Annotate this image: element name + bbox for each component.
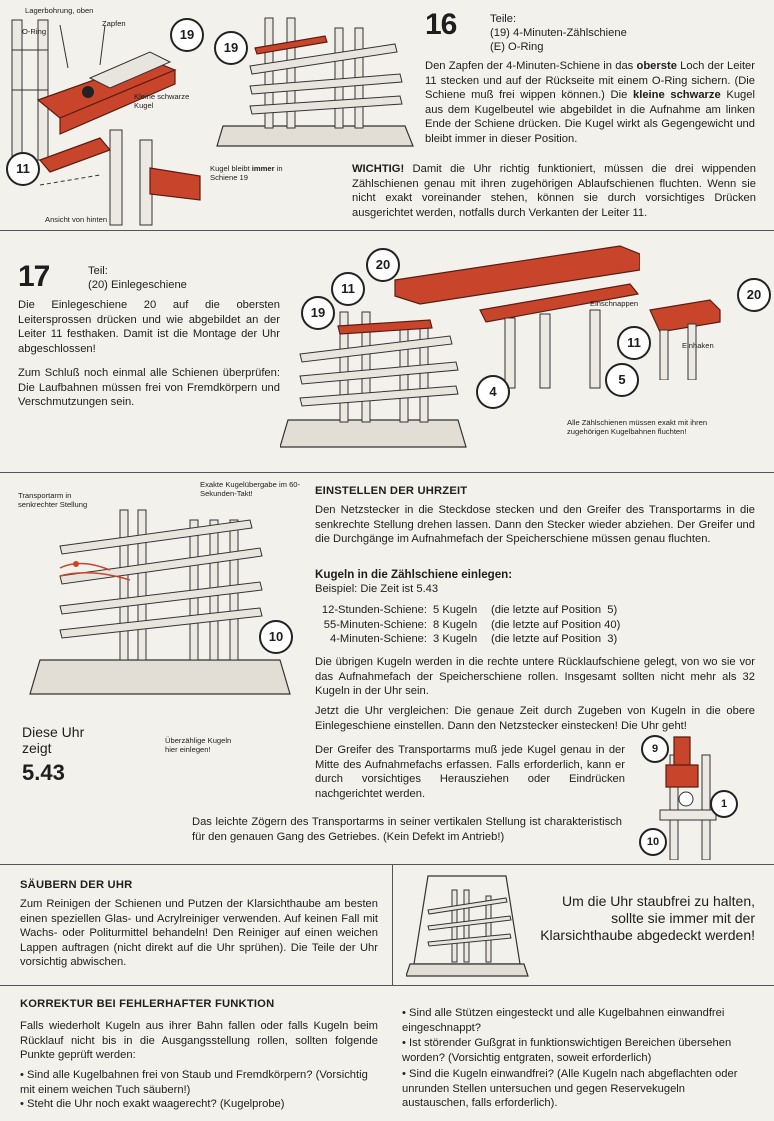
step16-warning: WICHTIG! Damit die Uhr richtig funktioniert, müssen die drei wippenden Zählschienen genau mit ihren zugehörigen Ablaufschienen fluchten. Wenn sie nicht exakt voreinander stehen, können sie durch vorsichtiges Drücken ausgerichtet werden, notfalls durch Verkanten der Leiter 11. bbox=[352, 163, 756, 219]
divider-einstellen-saeubern bbox=[0, 864, 774, 865]
step16-parts-heading: Teile: bbox=[490, 13, 517, 25]
count-note: (die letzte auf Position 40) bbox=[491, 618, 621, 631]
callout-10: 10 bbox=[259, 620, 293, 654]
label-transportarm: Transportarm in senkrechter Stellung bbox=[18, 491, 88, 509]
einstellen-text4: Der Greifer des Transportarms muß jede Kugel genau in der Mitte des Aufnahmefachs erfassen. Falls erforderlich, kann er durch vorsichtiges Herausziehen oder Eindrücken nachgerichtet werden. bbox=[315, 744, 625, 800]
einstellen-text2: Die übrigen Kugeln werden in die rechte untere Rücklaufschiene gelegt, von wo sie vor das Aufnahmefach der Speicherschiene rollen. Insgesamt sollten nicht mehr als 32 Kugeln in der Uhr sein. bbox=[315, 656, 755, 698]
callout-19: 19 bbox=[301, 296, 335, 330]
count-note: (die letzte auf Position 3) bbox=[491, 633, 618, 646]
count-note: (die letzte auf Position 5) bbox=[491, 604, 618, 616]
label-kugel-bleibt: Kugel bleibt immer in Schiene 19 bbox=[210, 164, 283, 182]
callout-11: 11 bbox=[6, 152, 40, 186]
count-rail: 55-Minuten-Schiene: bbox=[323, 618, 427, 631]
label-einhaken: Einhaken bbox=[682, 341, 714, 350]
step17-text1: Die Einlegeschiene 20 auf die obersten Leitersprossen drücken und wie abgebildet an der Leiter 11 festhaken. Damit ist die Montage der Uhr abgeschlossen! bbox=[18, 299, 280, 355]
korrektur-left-item-2: • Steht die Uhr noch exakt waagerecht? (Kugelprobe) bbox=[20, 1098, 285, 1110]
count-row bbox=[315, 603, 620, 618]
korrektur-right-item-3: • Sind die Kugeln einwandfrei? (Alle Kugeln nach abgeflachten oder unrunden Stellen untersuchen und gegen Reservekugeln austauschen, falls erforderlich). bbox=[402, 1068, 738, 1110]
callout-4: 4 bbox=[476, 375, 510, 409]
kugel-count-table bbox=[315, 603, 620, 647]
count-rail: 12-Stunden-Schiene: bbox=[321, 604, 427, 616]
callout-20: 20 bbox=[366, 248, 400, 282]
step16-instructions: Den Zapfen der 4-Minuten-Schiene in das oberste Loch der Leiter 11 stecken und auf der Rückseite mit einem O-Ring sichern. (Die Schiene muß frei wippen können.) Die kleine schwarze Kugel aus dem Kugelbeutel wie abgebildet in die Aufnahme am linken Ende der Schiene drücken. Die Kugel wirkt als Gegengewicht und bleibt immer in dieser Position. bbox=[425, 60, 755, 145]
label-kleine-kugel: Kleine schwarze Kugel bbox=[134, 92, 190, 110]
callout-11-hook: 11 bbox=[617, 326, 651, 360]
step17-hook-illustration bbox=[640, 290, 730, 380]
einstellen-example: Beispiel: Die Zeit ist 5.43 bbox=[315, 583, 439, 595]
einstellen-text1: Den Netzstecker in die Steckdose stecken und den Greifer des Transportarms in die senkrechte Stellung drehen lassen. Dann den Stecker wieder abziehen. Der Greifer und die Durchgänge im Aufnahmefach der Speicherschiene müssen genau fluchten. bbox=[315, 504, 755, 546]
count-row bbox=[315, 618, 620, 633]
callout-1: 1 bbox=[710, 790, 738, 818]
clock-time: 5.43 bbox=[22, 760, 65, 785]
count-value: 5 Kugeln bbox=[433, 604, 478, 616]
callout-10-greifer: 10 bbox=[639, 828, 667, 856]
einstellen-clock-illustration bbox=[20, 498, 300, 708]
divider-saeubern-korrektur bbox=[0, 985, 774, 986]
count-rail: 4-Minuten-Schiene: bbox=[329, 633, 427, 646]
korrektur-right-item-2: • Ist störender Gußgrat in funktionswichtigen Bereichen übersehen worden? (Vorsichtig entgraten, soweit erforderlich) bbox=[402, 1037, 732, 1064]
korrektur-left-item-1: • Sind alle Kugelbahnen frei von Staub und Fremdkörpern? (Vorsichtig mit einem weichen Tuch säubern!) bbox=[20, 1069, 368, 1096]
clock-caption: Diese Uhr zeigt bbox=[22, 724, 85, 756]
step17-text2: Zum Schluß noch einmal alle Schienen überprüfen: Die Laufbahnen müssen frei von Fremdkörpern und Verschmutzungen sein. bbox=[18, 367, 280, 409]
staubfrei-tip: Um die Uhr staubfrei zu halten, sollte sie immer mit der Klarsichthaube abgedeckt werden! bbox=[540, 893, 755, 943]
label-lagerbohrung: Lagerbohrung, oben bbox=[25, 6, 94, 15]
klarsichthaube-illustration bbox=[406, 870, 531, 982]
einstellen-text3: Jetzt die Uhr vergleichen: Die genaue Zeit durch Zugeben von Kugeln in die obere Einlegeschiene einstellen. Dann den Netzstecker einstecken! Die Uhr geht! bbox=[315, 705, 755, 732]
einstellen-text5: Das leichte Zögern des Transportarms in seiner vertikalen Stellung ist charakteristisch für den genauen Gang des Getriebes. (Kein Defekt im Antrieb!) bbox=[192, 816, 622, 843]
saeubern-text: Zum Reinigen der Schienen und Putzen der Klarsichthaube am besten einen speziellen Glas- und Acrylreiniger verwenden. Auf keinen Fall mit Wachs- oder Politurmittel behandeln! Den Reiniger auf einen weichen Lappen auftragen (nicht direkt auf die Uhr sprühen). Die Teile der Uhr vorsichtig abwischen. bbox=[20, 898, 378, 969]
step17-number: 17 bbox=[18, 260, 50, 293]
korrektur-right-item-1: • Sind alle Stützen eingesteckt und alle Kugelbahnen einwandfrei eingeschnappt? bbox=[402, 1007, 725, 1034]
callout-19: 19 bbox=[170, 18, 204, 52]
korrektur-heading: KORREKTUR BEI FEHLERHAFTER FUNKTION bbox=[20, 998, 275, 1010]
label-einschnappen: Einschnappen bbox=[590, 299, 639, 308]
step17-part-20: (20) Einlegeschiene bbox=[88, 279, 187, 291]
label-ansicht: Ansicht von hinten bbox=[45, 215, 108, 224]
saeubern-heading: SÄUBERN DER UHR bbox=[20, 879, 133, 891]
step16-part-19: (19) 4-Minuten-Zählschiene bbox=[490, 27, 627, 39]
callout-9: 9 bbox=[641, 735, 669, 763]
step17-parts-heading: Teil: bbox=[88, 265, 108, 277]
step16-clock-illustration bbox=[215, 8, 415, 158]
step17-rail-illustration bbox=[390, 240, 640, 390]
einstellen-subheading: Kugeln in die Zählschiene einlegen: bbox=[315, 568, 513, 581]
einstellen-heading: EINSTELLEN DER UHRZEIT bbox=[315, 485, 468, 497]
callout-19-clock: 19 bbox=[214, 31, 248, 65]
divider-17-einstellen bbox=[0, 472, 774, 473]
korrektur-intro: Falls wiederholt Kugeln aus ihrer Bahn fallen oder falls Kugeln beim Rücklauf nicht bis in die Ausgangsstellung rollen, sollten folgende Punkte geprüft werden: bbox=[20, 1020, 378, 1062]
callout-11: 11 bbox=[331, 272, 365, 306]
label-oring: O-Ring bbox=[22, 27, 47, 36]
count-row bbox=[315, 632, 620, 647]
label-zapfen: Zapfen bbox=[102, 19, 126, 28]
label-ueberzaehlige-kugeln: Überzählige Kugeln hier einlegen! bbox=[165, 736, 232, 754]
count-value: 8 Kugeln bbox=[433, 618, 478, 631]
callout-20-hook: 20 bbox=[737, 278, 771, 312]
step16-part-e: (E) O-Ring bbox=[490, 41, 544, 53]
divider-16-17 bbox=[0, 230, 774, 231]
count-value: 3 Kugeln bbox=[433, 633, 478, 646]
callout-5: 5 bbox=[605, 363, 639, 397]
label-zaehlschienen-note: Alle Zählschienen müssen exakt mit ihren zugehörigen Kugelbahnen fluchten! bbox=[567, 418, 708, 436]
divider-saeubern-vertical bbox=[392, 864, 393, 985]
label-exakte-uebergabe: Exakte Kugelübergabe im 60-Sekunden-Takt! bbox=[200, 480, 301, 498]
step16-number: 16 bbox=[425, 8, 457, 41]
